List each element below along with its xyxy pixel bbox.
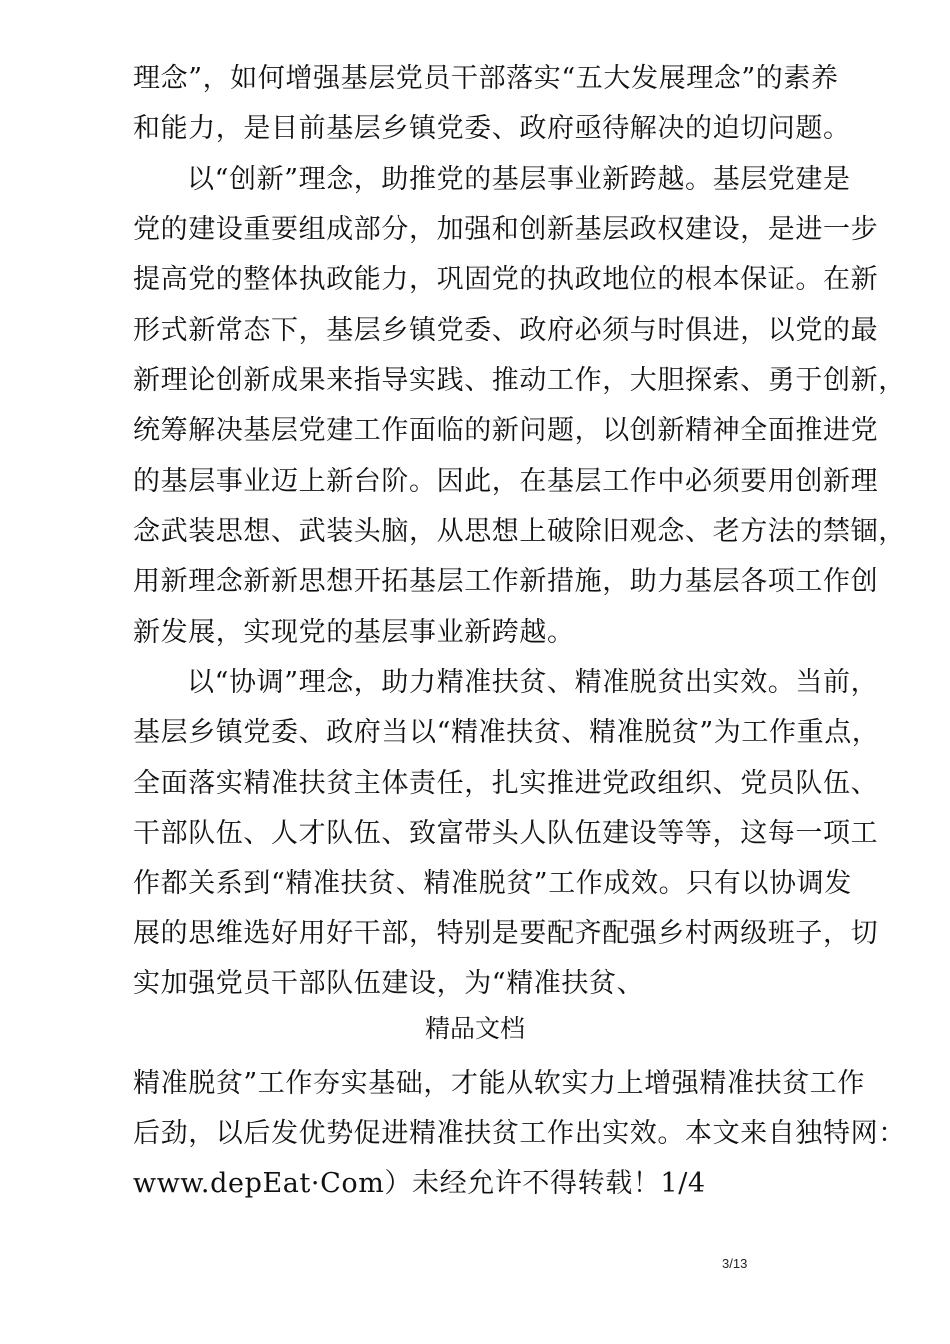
- paragraph-line: 的基层事业迈上新台阶。因此，在基层工作中必须要用创新理: [133, 466, 879, 497]
- watermark-title: 精品文档: [424, 1014, 525, 1043]
- paragraph-line: 干部队伍、人才队伍、致富带头人队伍建设等等，这每一项工: [133, 818, 879, 849]
- paragraph-line: 后劲，以后发优势促进精准扶贫工作出实效。本文来自独特网：: [133, 1118, 906, 1149]
- paragraph-line: 提高党的整体执政能力，巩固党的执政地位的根本保证。在新: [133, 264, 879, 295]
- paragraph-line: 统筹解决基层党建工作面临的新问题，以创新精神全面推进党: [133, 415, 879, 446]
- paragraph-line: 和能力，是目前基层乡镇党委、政府亟待解决的迫切问题。: [133, 113, 851, 144]
- paragraph-line: 基层乡镇党委、政府当以“精准扶贫、精准脱贫”为工作重点，: [133, 717, 880, 748]
- paragraph-line: 用新理念新新思想开拓基层工作新措施，助力基层各项工作创: [133, 566, 879, 597]
- paragraph-line: 展的思维选好用好干部，特别是要配齐配强乡村两级班子，切: [133, 918, 879, 949]
- paragraph-line: www.depEat·Com）未经允许不得转载！1/4: [133, 1168, 706, 1199]
- paragraph-line: 全面落实精准扶贫主体责任，扎实推进党政组织、党员队伍、: [133, 768, 879, 799]
- paragraph-line: 新发展，实现党的基层事业新跨越。: [133, 617, 575, 648]
- paragraph-line: 形式新常态下，基层乡镇党委、政府必须与时俱进，以党的最: [133, 315, 879, 346]
- paragraph-line: 实加强党员干部队伍建设，为“精准扶贫、: [133, 968, 645, 999]
- page-number: 3/13: [722, 1256, 748, 1271]
- paragraph-line: 理念”，如何增强基层党员干部落实“五大发展理念”的素养: [133, 63, 839, 94]
- paragraph-line: 党的建设重要组成部分，加强和创新基层政权建设，是进一步: [133, 214, 879, 245]
- paragraph-line: 以“创新”理念，助推党的基层事业新跨越。基层党建是: [187, 164, 851, 195]
- paragraph-line: 精准脱贫”工作夯实基础，才能从软实力上增强精准扶贫工作: [133, 1068, 866, 1099]
- paragraph-line: 作都关系到“精准扶贫、精准脱贫”工作成效。只有以协调发: [133, 868, 852, 899]
- paragraph-line: 以“协调”理念，助力精准扶贫、精准脱贫出实效。当前，: [187, 667, 879, 698]
- paragraph-line: 新理论创新成果来指导实践、推动工作，大胆探索、勇于创新，: [133, 365, 906, 396]
- paragraph-line: 念武装思想、武装头脑，从思想上破除旧观念、老方法的禁锢，: [133, 516, 906, 547]
